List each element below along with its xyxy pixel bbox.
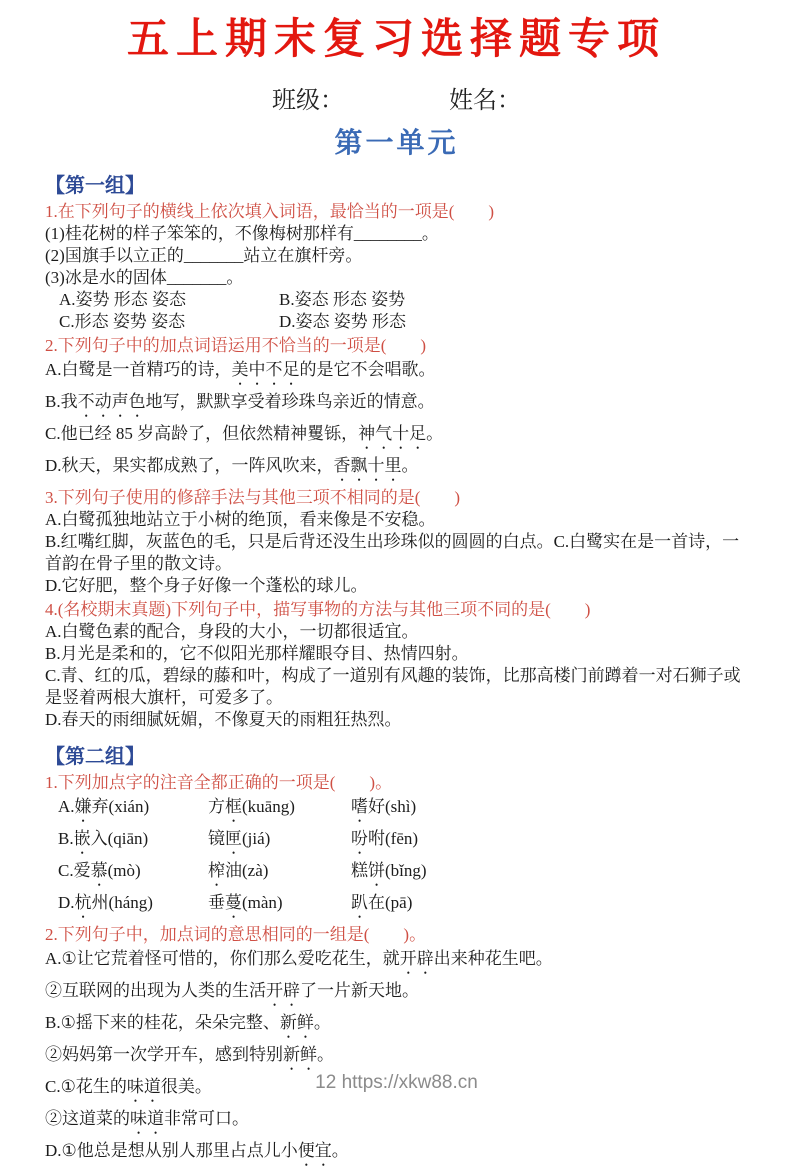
pinyin-cell: 糕饼(bǐng): [351, 861, 427, 880]
option-a: A.白鹭色素的配合，身段的大小，一切都很适宜。: [45, 622, 419, 641]
g1-q1-item-1: (1)桂花树的样子笨笨的，不像梅树那样有________。: [45, 224, 439, 243]
group-2: [45, 745, 748, 1170]
g1-q4-stem: 4.(名校期末真题)下列句子中，描写事物的方法与其他三项不同的是( ): [45, 600, 591, 619]
pinyin-cell: 方框(kuāng): [208, 797, 295, 816]
pinyin-cell: 垂蔓(màn): [208, 893, 283, 912]
option-a2: ②互联网的出现为人类的生活开辟了一片新天地。: [45, 981, 419, 1000]
g1-q1-item-2: (2)国旗手以立正的_______站立在旗杆旁。: [45, 246, 363, 265]
option-d1: D.①他总是想从别人那里占点儿小便宜。: [45, 1141, 349, 1160]
option-a: A.白鹭孤独地站立于小树的绝顶，看来像是不安稳。: [45, 510, 436, 529]
pinyin-cell: A.嫌弃(xián): [58, 797, 150, 816]
option-c: C.青、红的瓜，碧绿的藤和叶，构成了一道别有风趣的装饰，比那高楼门前蹲着一对石狮子或是竖着两根大旗杆，可爱多了。: [45, 666, 741, 707]
g1-q1-stem: 1.在下列句子的横线上依次填入词语，最恰当的一项是( ): [45, 202, 495, 221]
option-c: C.他已经 85 岁高龄了，但依然精神矍铄，神气十足。: [45, 424, 444, 443]
g1-q3-stem: 3.下列句子使用的修辞手法与其他三项不相同的是( ): [45, 488, 461, 507]
option-c1: C.①花生的味道很美。: [45, 1077, 212, 1096]
option-b: B.姿态 形态 姿势: [279, 290, 406, 309]
group2-header: 【第二组】: [45, 746, 145, 768]
g1-q1-item-3: (3)冰是水的固体_______。: [45, 268, 244, 287]
group1-header: 【第一组】: [45, 175, 145, 197]
option-b: B.月光是柔和的，它不似阳光那样耀眼夺目、热情四射。: [45, 644, 469, 663]
pinyin-cell: B.嵌入(qiān): [58, 829, 149, 848]
option-b1: B.①摇下来的桂花，朵朵完整、新鲜。: [45, 1013, 331, 1032]
option-a: A.白鹭是一首精巧的诗，美中不足的是它不会唱歌。: [45, 360, 436, 379]
option-d: D.姿态 姿势 形态: [279, 312, 407, 331]
pinyin-cell: 镜匣(jiá): [208, 829, 271, 848]
pinyin-cell: C.爱慕(mò): [58, 861, 141, 880]
unit-title: 第一单元: [334, 128, 459, 159]
option-c: C.形态 姿势 姿态: [59, 312, 186, 331]
option-a1: A.①让它荒着怪可惜的，你们那么爱吃花生，就开辟出来种花生吧。: [45, 949, 553, 968]
option-d: D.秋天，果实都成熟了，一阵风吹来，香飘十里。: [45, 456, 419, 475]
option-b-c: B.红嘴红脚，灰蓝色的毛，只是后背还没生出珍珠似的圆圆的白点。C.白鹭实在是一首诗，一首韵在骨子里的散文诗。: [45, 532, 740, 573]
option-d: D.春天的雨细腻妩媚，不像夏天的雨粗狂热烈。: [45, 710, 402, 729]
class-label: 班级：: [272, 88, 344, 114]
pinyin-cell: D.杭州(háng): [58, 893, 153, 912]
g2-q1-stem: 1.下列加点字的注音全都正确的一项是( )。: [45, 773, 393, 792]
option-a: A.姿势 形态 姿态: [59, 290, 187, 309]
page-footer: 12 https://xkw88.cn: [315, 1072, 478, 1093]
pinyin-cell: 趴在(pā): [351, 893, 413, 912]
g1-q2-stem: 2.下列句子中的加点词语运用不恰当的一项是( ): [45, 336, 427, 355]
name-label: 姓名：: [449, 88, 521, 114]
option-b: B.我不动声色地写，默默享受着珍珠鸟亲近的情意。: [45, 392, 435, 411]
g1-q1-options: [45, 289, 748, 333]
option-d: D.它好肥，整个身子好像一个蓬松的球儿。: [45, 576, 368, 595]
group-1: [45, 174, 748, 731]
student-info-row: [45, 86, 748, 116]
pinyin-cell: 吩咐(fēn): [351, 829, 419, 848]
g2-q1-pinyin-table: [45, 794, 748, 922]
page-title: 五上期末复习选择题专项: [126, 17, 666, 63]
option-c2: ②这道菜的味道非常可口。: [45, 1109, 249, 1128]
pinyin-cell: 榨油(zà): [208, 861, 269, 880]
g2-q2-stem: 2.下列句子中，加点词的意思相同的一组是( )。: [45, 925, 427, 944]
option-b2: ②妈妈第一次学开车，感到特别新鲜。: [45, 1045, 334, 1064]
pinyin-cell: 嗜好(shì): [351, 797, 417, 816]
